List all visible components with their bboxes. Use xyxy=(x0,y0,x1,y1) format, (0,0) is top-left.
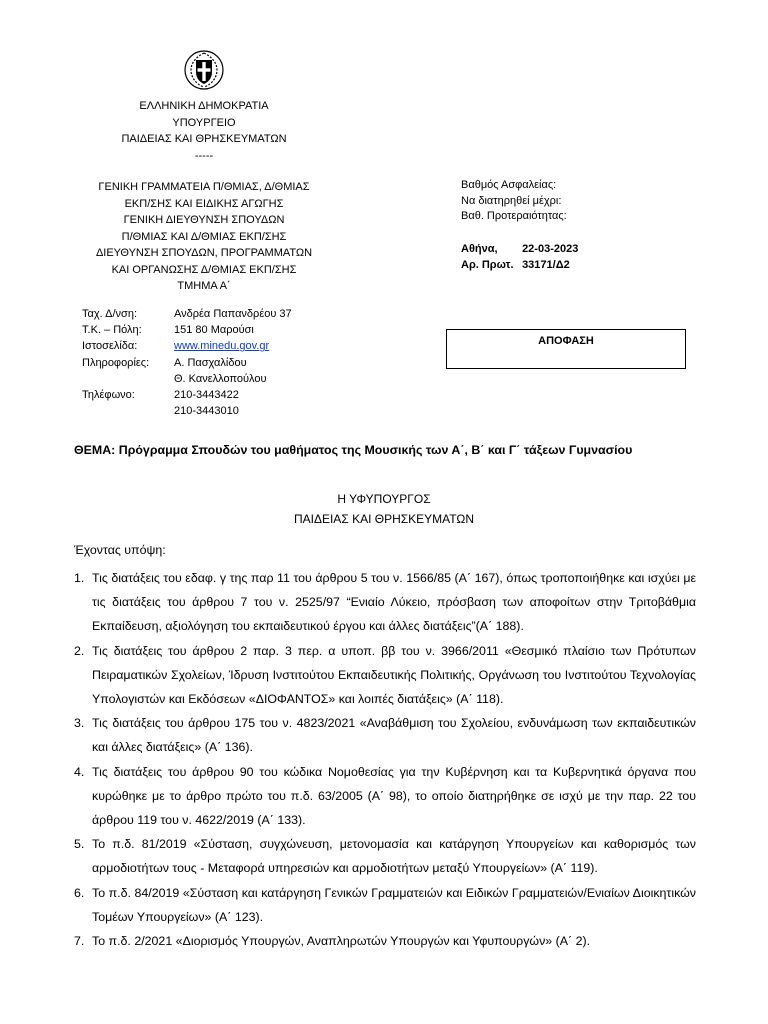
security-level-label: Βαθμός Ασφαλείας: xyxy=(461,179,557,191)
list-item xyxy=(74,881,696,929)
phone-1: 210-3443422 xyxy=(174,389,239,402)
phone-label: Τηλέφωνο: xyxy=(82,389,135,402)
item-number: 1. xyxy=(74,571,85,585)
department-line: ΕΚΠ/ΣΗΣ ΚΑΙ ΕΙΔΙΚΗΣ ΑΓΩΓΗΣ xyxy=(124,197,284,210)
list-item xyxy=(74,929,696,953)
info-label: Πληροφορίες: xyxy=(82,356,150,369)
greek-emblem-icon xyxy=(182,48,226,92)
list-item xyxy=(74,639,696,712)
website-link[interactable]: www.minedu.gov.gr xyxy=(174,340,270,353)
address-label: Ταχ. Δ/νση: xyxy=(82,308,138,320)
ministry-line: ΥΠΟΥΡΓΕΙΟ xyxy=(172,116,236,129)
department-line: Π/ΘΜΙΑΣ ΚΑΙ Δ/ΘΜΙΑΣ ΕΚΠ/ΣΗΣ xyxy=(121,230,287,243)
item-number: 4. xyxy=(74,764,85,779)
security-fields xyxy=(461,178,567,225)
intro-text: Έχοντας υπόψη: xyxy=(74,543,166,557)
protocol-label: Αρ. Πρωτ. xyxy=(461,259,514,271)
decision-label: ΑΠΟΦΑΣΗ xyxy=(538,335,594,347)
item-number: 6. xyxy=(74,885,85,900)
department-line: ΔΙΕΥΘΥΝΣΗ ΣΠΟΥΔΩΝ, ΠΡΟΓΡΑΜΜΑΤΩΝ xyxy=(95,247,313,259)
ministry-line: ΠΑΙΔΕΙΑΣ ΚΑΙ ΘΡΗΣΚΕΥΜΑΤΩΝ xyxy=(121,133,287,145)
decision-box xyxy=(446,329,686,369)
department-line: ΤΜΗΜΑ Α΄ xyxy=(177,280,231,292)
item-text: Τις διατάξεις του άρθρου 175 του ν. 4823/2021 «Αναβάθμιση του Σχολείου, ενδυνάμωση των εκπαιδευτικών και άλλες διατάξεις» (Α΄ 136). xyxy=(92,716,696,755)
priority-label: Βαθ. Προτεραιότητας: xyxy=(461,210,567,222)
document-date: 22-03-2023 xyxy=(522,243,579,255)
protocol-number: 33171/Δ2 xyxy=(522,259,570,271)
postal-value: 151 80 Μαρούσι xyxy=(174,324,254,337)
ministry-line: ΕΛΛΗΝΙΚΗ ΔΗΜΟΚΡΑΤΙΑ xyxy=(139,100,269,112)
item-text: Το π.δ. 2/2021 «Διορισμός Υπουργών, Αναπληρωτών Υπουργών και Υφυπουργών» (Α΄ 2). xyxy=(92,934,591,949)
item-number: 7. xyxy=(74,934,85,949)
phone-2: 210-3443010 xyxy=(174,405,239,418)
date-protocol-block xyxy=(461,241,578,273)
retention-label: Να διατηρηθεί μέχρι: xyxy=(461,194,562,207)
signer-title xyxy=(74,489,694,529)
item-text: Το π.δ. 84/2019 «Σύσταση και κατάργηση Γενικών Γραμματειών και Ειδικών Γραμματειών/Ενιαίων Διοικητικών Τομέων Υπουργείων» (Α΄ 123). xyxy=(92,885,696,924)
item-text: Τις διατάξεις του άρθρου 90 του κώδικα Νομοθεσίας για την Κυβέρνηση και τα Κυβερνητικά όργανα που κυρώθηκε με το άρθρο πρώτο του π.δ. 63/2005 (Α΄ 98), το οποίο διατηρήθηκε σε ισχύ με την παρ. 22 του άρθρου 119 του ν. 4622/2019 (Α΄ 133). xyxy=(92,764,696,828)
address-value: Ανδρέα Παπανδρέου 37 xyxy=(174,308,292,320)
department-header xyxy=(70,179,338,295)
department-line: ΓΕΝΙΚΗ ΓΡΑΜΜΑΤΕΙΑ Π/ΘΜΙΑΣ, Δ/ΘΜΙΑΣ xyxy=(98,181,310,193)
signer-line: ΠΑΙΔΕΙΑΣ ΚΑΙ ΘΡΗΣΚΕΥΜΑΤΩΝ xyxy=(293,512,475,526)
department-line: ΚΑΙ ΟΡΓΑΝΩΣΗΣ Δ/ΘΜΙΑΣ ΕΚΠ/ΣΗΣ xyxy=(111,263,297,276)
item-text: Τις διατάξεις του άρθρου 2 παρ. 3 περ. α υποπ. ββ του ν. 3966/2011 «Θεσμικό πλαίσιο των Πρότυπων Πειραματικών Σχολείων, Ίδρυση Ινστιτούτου Εκπαιδευτικής Πολιτικής, Οργάνωση του Ινστιτούτου Τεχνολογίας Υπολογιστών και Εκδόσεων «ΔΙΟΦΑΝΤΟΣ» και λοιπές διατάξεις» (Α΄ 118). xyxy=(92,643,696,707)
department-line: ΓΕΝΙΚΗ ΔΙΕΥΘΥΝΣΗ ΣΠΟΥΔΩΝ xyxy=(123,214,285,226)
info-contact-1: Α. Πασχαλίδου xyxy=(174,356,247,369)
contact-details xyxy=(82,306,292,419)
considerations-list xyxy=(74,566,696,953)
list-item xyxy=(74,566,696,639)
ministry-header xyxy=(104,98,304,164)
item-text: Το π.δ. 81/2019 «Σύσταση, συγχώνευση, μετονομασία και κατάργηση Υπουργείων και καθορισμός των αρμοδιοτήτων τους - Μεταφορά υπηρεσιών και αρμοδιοτήτων μεταξύ Υπουργείων» (Α΄ 119). xyxy=(92,837,696,876)
website-label: Ιστοσελίδα: xyxy=(82,340,138,353)
item-text: Τις διατάξεις του εδαφ. γ της παρ 11 του άρθρου 5 του ν. 1566/85 (Α΄ 167), όπως τροποποιήθηκε και ισχύει με τις διατάξεις του άρθρου 7 του ν. 2525/97 “Ενιαίο Λύκειο, πρόσβαση των αποφοίτων στην Τριτοβάθμια Εκπαίδευση, αξιολόγηση του εκπαιδευτικού έργου και άλλες διατάξεις”(Α΄ 188). xyxy=(92,571,696,634)
ministry-line: ----- xyxy=(194,149,214,162)
item-number: 3. xyxy=(74,716,85,731)
place-label: Αθήνα, xyxy=(461,243,498,255)
item-number: 5. xyxy=(74,837,85,852)
info-contact-2: Θ. Κανελλοπούλου xyxy=(174,372,267,385)
item-number: 2. xyxy=(74,643,85,658)
subject-line: ΘΕΜΑ: Πρόγραμμα Σπουδών του μαθήματος της Μουσικής των Α΄, Β΄ και Γ΄ τάξεων Γυμνασίου xyxy=(74,443,633,457)
list-item xyxy=(74,760,696,833)
signer-line: Η ΥΦΥΠΟΥΡΓΟΣ xyxy=(337,492,431,506)
list-item xyxy=(74,711,696,759)
list-item xyxy=(74,832,696,880)
postal-label: Τ.Κ. – Πόλη: xyxy=(82,324,142,337)
